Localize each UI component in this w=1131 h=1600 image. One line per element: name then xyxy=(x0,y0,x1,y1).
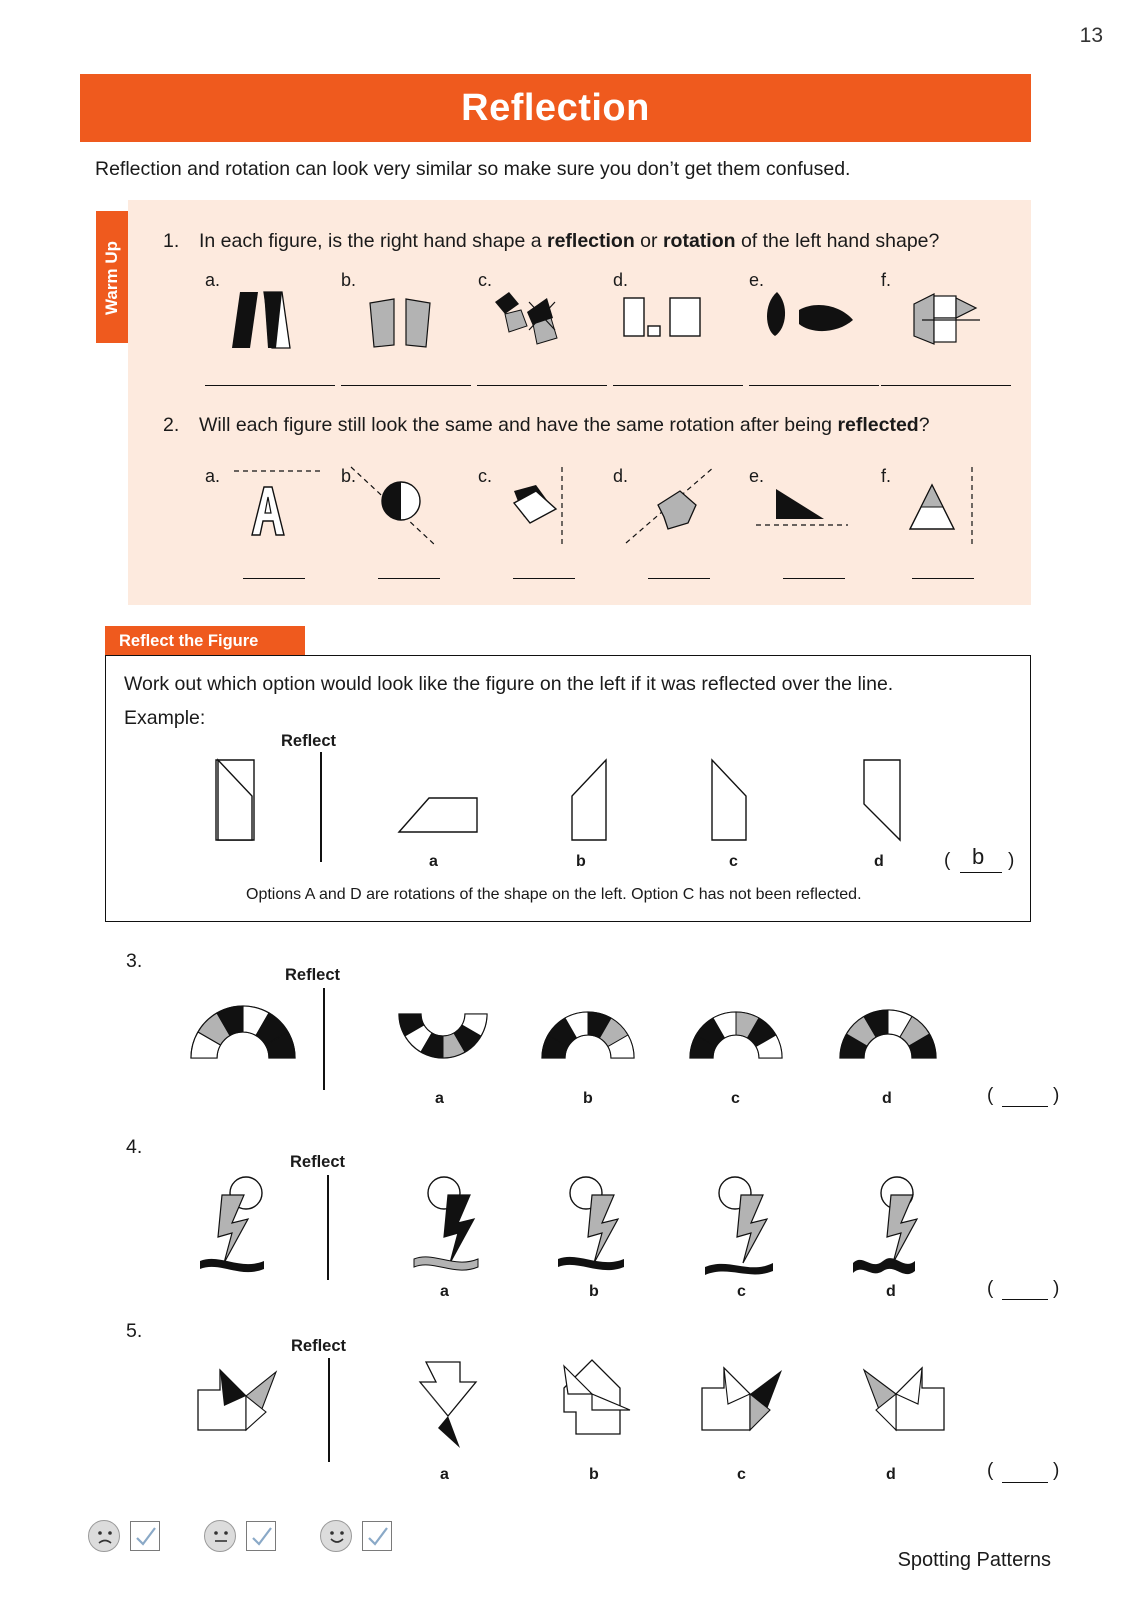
q4-source-figure xyxy=(192,1175,302,1280)
q3-option-a-figure[interactable] xyxy=(393,1000,493,1070)
intro-text: Reflection and rotation can look very similar so make sure you don’t get them confused. xyxy=(95,158,851,180)
q2-figure-a xyxy=(232,463,328,543)
q1-text-b: or xyxy=(634,230,663,252)
q3-option-label-c: c xyxy=(731,1090,740,1107)
smiley-sad-icon[interactable] xyxy=(88,1520,120,1552)
q2-answer-line-c[interactable] xyxy=(513,578,575,579)
example-answer-value: b xyxy=(972,844,985,869)
q5-option-c-figure[interactable] xyxy=(694,1352,804,1457)
question-1-text xyxy=(199,230,939,253)
q2-answer-line-b[interactable] xyxy=(378,578,440,579)
q2-figure-f xyxy=(890,463,982,549)
q2-figure-c xyxy=(490,463,578,549)
example-answer-close-paren: ) xyxy=(1008,850,1015,871)
q2-answer-line-d[interactable] xyxy=(648,578,710,579)
tickbox-happy[interactable] xyxy=(362,1521,392,1551)
q1-label-b: b. xyxy=(341,270,357,290)
page-number: 13 xyxy=(1079,24,1103,47)
q1-label-c: c. xyxy=(478,270,493,290)
q5-option-label-d: d xyxy=(886,1466,896,1483)
q1-figure-d xyxy=(620,296,710,350)
q5-answer-blank[interactable] xyxy=(1002,1482,1048,1483)
q2-label-c: c. xyxy=(478,466,493,486)
q2-figure-e xyxy=(752,463,860,549)
example-answer-blank[interactable] xyxy=(960,872,1002,873)
q2-answer-line-f[interactable] xyxy=(912,578,974,579)
q5-option-label-b: b xyxy=(589,1466,599,1483)
q1-figure-c xyxy=(487,290,582,352)
q4-option-c-figure[interactable] xyxy=(697,1175,801,1280)
q4-option-label-a: a xyxy=(440,1283,449,1300)
q5-option-b-figure[interactable] xyxy=(546,1352,650,1457)
q1-figure-e xyxy=(755,290,860,348)
q4-answer-blank[interactable] xyxy=(1002,1299,1048,1300)
q4-option-label-b: b xyxy=(589,1283,599,1300)
q1-label-a: a. xyxy=(205,270,221,290)
q3-source-figure xyxy=(188,1000,298,1070)
q4-answer-open-paren: ( xyxy=(987,1278,994,1299)
q1-figure-a xyxy=(228,290,298,352)
q1-label-d: d. xyxy=(613,270,629,290)
example-option-label-a: a xyxy=(429,853,438,870)
tickbox-neutral[interactable] xyxy=(246,1521,276,1551)
q4-mirror-line xyxy=(327,1175,329,1280)
q2-answer-line-a[interactable] xyxy=(243,578,305,579)
q2-figure-b xyxy=(345,463,455,549)
q1-answer-line-b[interactable] xyxy=(341,385,471,386)
q1-label-f: f. xyxy=(881,270,892,290)
reflect-the-figure-tab-label: Reflect the Figure xyxy=(119,632,259,650)
q1-figure-b xyxy=(368,297,440,349)
q4-option-d-figure[interactable] xyxy=(845,1175,955,1280)
q3-option-label-d: d xyxy=(882,1090,892,1107)
q1-bold-reflection: reflection xyxy=(546,230,635,252)
example-reflect-label: Reflect xyxy=(281,732,337,750)
q2-figure-d xyxy=(618,463,724,549)
example-option-label-d: d xyxy=(874,853,884,870)
q4-reflect-label: Reflect xyxy=(290,1153,346,1171)
q4-option-a-figure[interactable] xyxy=(400,1175,504,1280)
q1-label-e: e. xyxy=(749,270,765,290)
q3-reflect-label: Reflect xyxy=(285,966,341,984)
page-title-bar xyxy=(80,74,1031,142)
q2-text-a: Will each figure still look the same and have the same rotation after being xyxy=(199,414,838,436)
footer-section-label: Spotting Patterns xyxy=(897,1549,1051,1571)
q1-text-a: In each figure, is the right hand shape a xyxy=(199,230,547,252)
q1-figure-f xyxy=(908,290,986,350)
q3-option-b-figure[interactable] xyxy=(538,1000,638,1070)
q1-answer-line-c[interactable] xyxy=(477,385,607,386)
reflect-the-figure-tab xyxy=(105,626,305,657)
q3-option-c-figure[interactable] xyxy=(686,1000,786,1070)
q1-text-c: of the left hand shape? xyxy=(735,230,940,252)
q3-option-label-a: a xyxy=(435,1090,444,1107)
example-source-figure-outline xyxy=(208,756,272,848)
example-option-label-b: b xyxy=(576,853,586,870)
question-4-number: 4. xyxy=(126,1136,143,1158)
q1-answer-line-a[interactable] xyxy=(205,385,335,386)
example-answer-open-paren: ( xyxy=(944,850,951,871)
warm-up-tab xyxy=(96,211,128,343)
q3-option-d-figure[interactable] xyxy=(836,1000,940,1070)
example-mirror-line xyxy=(320,752,322,862)
q1-answer-line-f[interactable] xyxy=(881,385,1011,386)
q5-option-a-figure[interactable] xyxy=(398,1352,502,1457)
tickbox-sad[interactable] xyxy=(130,1521,160,1551)
q4-option-label-c: c xyxy=(737,1283,746,1300)
q5-reflect-label: Reflect xyxy=(291,1337,347,1355)
q4-option-b-figure[interactable] xyxy=(548,1175,652,1280)
question-1-number: 1. xyxy=(163,230,180,252)
q2-label-b: b. xyxy=(341,466,357,486)
q3-answer-blank[interactable] xyxy=(1002,1106,1048,1107)
q2-text-b: ? xyxy=(918,414,930,436)
smiley-neutral-icon[interactable] xyxy=(204,1520,236,1552)
q3-mirror-line xyxy=(323,988,325,1090)
example-option-label-c: c xyxy=(729,853,738,870)
example-label: Example: xyxy=(124,707,206,729)
example-option-d-figure[interactable] xyxy=(852,756,916,848)
q3-answer-open-paren: ( xyxy=(987,1085,994,1106)
example-option-b-figure[interactable] xyxy=(552,756,616,848)
question-5-number: 5. xyxy=(126,1320,143,1342)
q5-option-label-c: c xyxy=(737,1466,746,1483)
q5-option-label-a: a xyxy=(440,1466,449,1483)
q2-answer-line-e[interactable] xyxy=(783,578,845,579)
example-option-c-figure[interactable] xyxy=(702,756,766,848)
q4-option-label-d: d xyxy=(886,1283,896,1300)
q2-label-a: a. xyxy=(205,466,221,486)
q2-bold-reflected: reflected xyxy=(837,414,919,436)
question-2-text xyxy=(199,414,930,437)
q1-answer-line-d[interactable] xyxy=(613,385,743,386)
reflect-instruction: Work out which option would look like the figure on the left if it was reflected over the line. xyxy=(124,673,894,695)
example-option-a-figure[interactable] xyxy=(395,770,485,848)
q2-label-d: d. xyxy=(613,466,629,486)
q3-option-label-b: b xyxy=(583,1090,593,1107)
q1-bold-rotation: rotation xyxy=(662,230,736,252)
q5-answer-open-paren: ( xyxy=(987,1460,994,1481)
question-3-number: 3. xyxy=(126,950,143,972)
page-title: Reflection xyxy=(461,86,650,129)
q4-answer-close-paren: ) xyxy=(1053,1278,1060,1299)
q5-answer-close-paren: ) xyxy=(1053,1460,1060,1481)
q5-source-figure xyxy=(190,1352,302,1452)
smiley-happy-icon[interactable] xyxy=(320,1520,352,1552)
question-2-number: 2. xyxy=(163,414,180,436)
q5-mirror-line xyxy=(328,1358,330,1462)
q5-option-d-figure[interactable] xyxy=(840,1352,954,1457)
q2-label-e: e. xyxy=(749,466,765,486)
example-note: Options A and D are rotations of the shape on the left. Option C has not been reflected. xyxy=(246,886,862,903)
warm-up-tab-label: Warm Up xyxy=(102,241,121,315)
q3-answer-close-paren: ) xyxy=(1053,1085,1060,1106)
q2-label-f: f. xyxy=(881,466,892,486)
q1-answer-line-e[interactable] xyxy=(749,385,879,386)
